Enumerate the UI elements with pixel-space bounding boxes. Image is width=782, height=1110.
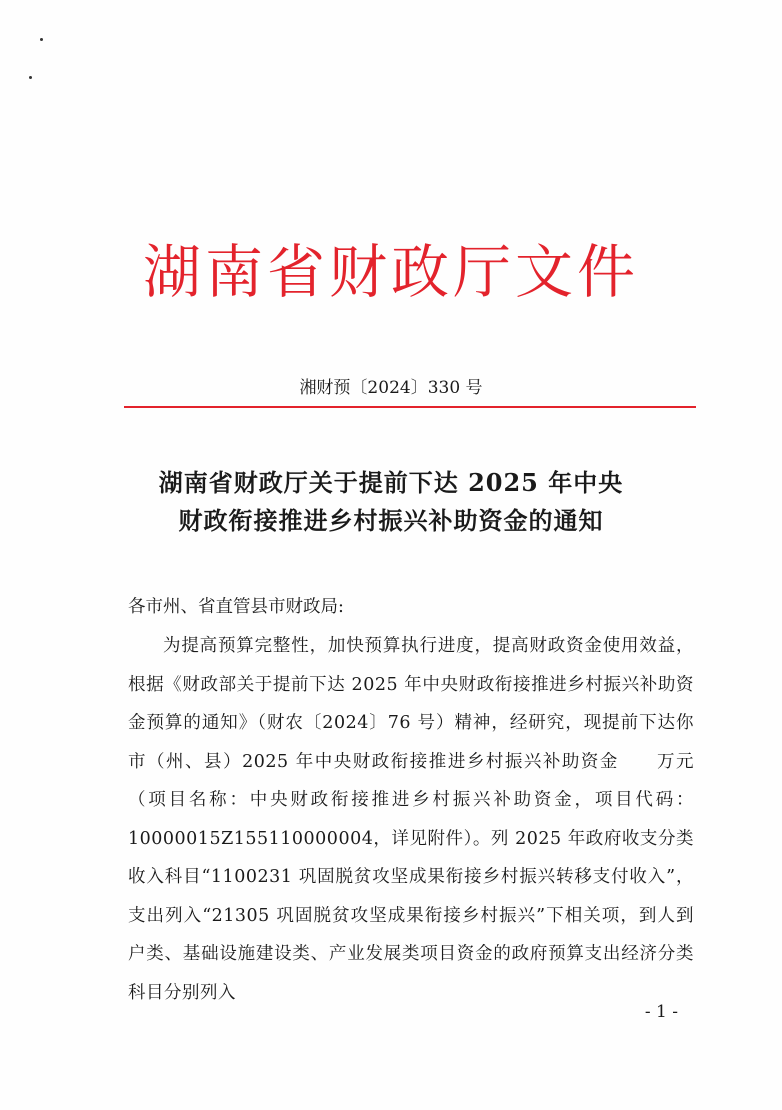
page-number: - 1 - [644, 1002, 678, 1022]
notice-title [100, 464, 682, 540]
body-paragraph: 为提高预算完整性，加快预算执行进度，提高财政资金使用效益，根据《财政部关于提前下达 2025 年中央财政衔接推进乡村振兴补助资金预算的通知》（财农〔2024〕76 号）精神，经研究，现提前下达你市（州、县）2025 年中央财政衔接推进乡村振兴补助资金 万元（项目名称：中央财政衔接推进乡村振兴补助资金，项目代码：10000015Z155110000004，详见附件）。列 2025 年政府收支分类收入科目“1100231 巩固脱贫攻坚成果衔接乡村振兴转移支付收入”，支出列入“21305 巩固脱贫攻坚成果衔接乡村振兴”下相关项，到人到户类、基础设施建设类、产业发展类项目资金的政府预算支出经济分类科目分别列入 [128, 636, 694, 1003]
red-divider-line [124, 406, 696, 408]
salutation: 各市州、省直管县市财政局: [128, 597, 344, 617]
notice-title-line-1: 湖南省财政厅关于提前下达 2025 年中央 [158, 468, 624, 497]
issuer-header-title: 湖南省财政厅文件 [142, 238, 639, 306]
notice-title-line-2: 财政衔接推进乡村振兴补助资金的通知 [178, 506, 604, 535]
document-number: 湘财预〔2024〕330 号 [299, 378, 483, 398]
scan-speck [40, 38, 43, 41]
scan-speck [29, 76, 32, 79]
